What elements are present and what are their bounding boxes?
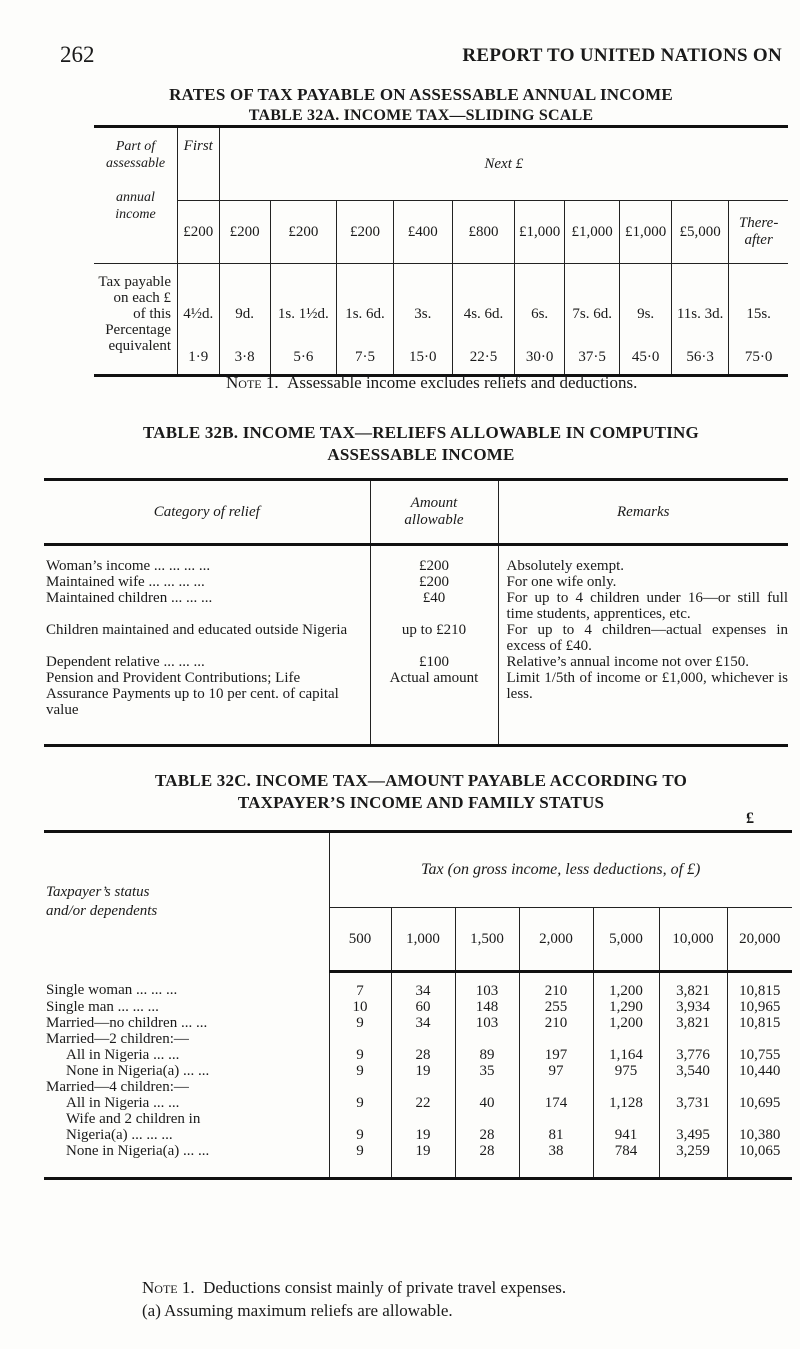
table-row: Woman’s income ... ... ... ... £200 Absolutely exempt.	[44, 545, 788, 575]
tax-amount-cell	[659, 1031, 727, 1047]
status-label: Married—no children ... ...	[46, 1015, 208, 1031]
status-label: Single man ... ... ...	[46, 999, 159, 1015]
income-header: 1,500	[455, 908, 519, 972]
amount-header: £200	[337, 201, 394, 264]
table-32c-body	[44, 972, 792, 1179]
tax-amount-cell: 3,259	[659, 1143, 727, 1179]
tax-amount-cell: 28	[455, 1143, 519, 1179]
tax-amount-cell: 10,815	[727, 1015, 792, 1031]
tax-amount-cell: 19	[391, 1063, 455, 1079]
status-label: Married—2 children:—	[46, 1031, 189, 1047]
note-32c: Note 1. Deductions consist mainly of private travel expenses.	[142, 1278, 567, 1297]
table-row: Dependent relative ... ... ... £100 Relative’s annual income not over £150.	[44, 654, 788, 670]
rate-cell: 15s. 75·0	[729, 264, 788, 376]
tax-amount-cell: 3,776	[659, 1047, 727, 1063]
rate-cell: 9d. 3·8	[219, 264, 270, 376]
tax-amount-cell	[329, 1079, 391, 1095]
table-32a	[94, 125, 788, 377]
status-label: Wife and 2 children in	[66, 1111, 201, 1127]
tax-amount-cell: 97	[519, 1063, 593, 1079]
status-label: Nigeria(a) ... ... ...	[66, 1127, 173, 1143]
tax-amount-cell: 60	[391, 999, 455, 1015]
table-row	[44, 1127, 792, 1143]
tax-amount-cell	[455, 1079, 519, 1095]
amount-header: £5,000	[671, 201, 728, 264]
tax-amount-cell: 40	[455, 1095, 519, 1111]
amount-allowable-header: Amount allowable	[370, 480, 498, 545]
income-header: 10,000	[659, 908, 727, 972]
tax-amount-cell: 103	[455, 972, 519, 1000]
tax-amount-cell: 28	[391, 1047, 455, 1063]
table-row	[44, 1111, 792, 1127]
table-row	[44, 1063, 792, 1079]
tax-amount-cell	[727, 1111, 792, 1127]
rate-cell: 9s. 45·0	[620, 264, 672, 376]
amount-header: £800	[452, 201, 515, 264]
tax-amount-cell	[659, 1079, 727, 1095]
tax-amount-cell: 3,731	[659, 1095, 727, 1111]
table-32a-title: TABLE 32A. INCOME TAX—SLIDING SCALE	[248, 107, 594, 124]
tax-amount-cell: 3,821	[659, 1015, 727, 1031]
table-row	[44, 1143, 792, 1179]
tax-amount-cell	[593, 1111, 659, 1127]
tax-amount-cell: 1,128	[593, 1095, 659, 1111]
first-header: First	[178, 127, 220, 201]
income-header: 2,000	[519, 908, 593, 972]
table-row	[44, 999, 792, 1015]
rate-cell: 6s. 30·0	[515, 264, 565, 376]
table-row	[44, 1079, 792, 1095]
status-label: Married—4 children:—	[46, 1079, 189, 1095]
part-of-income-header: Part of assessable annual income	[105, 139, 166, 222]
tax-amount-cell: 784	[593, 1143, 659, 1179]
tax-amount-cell	[519, 1031, 593, 1047]
rate-cell: 7s. 6d. 37·5	[564, 264, 619, 376]
tax-amount-cell: 38	[519, 1143, 593, 1179]
category-header: Category of relief	[44, 480, 370, 545]
page-header	[60, 42, 782, 72]
table-row: Children maintained and educated outside Nigeria up to £210 For up to 4 children—actual expenses in excess of £40.	[46, 622, 788, 654]
tax-amount-cell: 9	[329, 1047, 391, 1063]
tax-amount-cell	[519, 1111, 593, 1127]
tax-amount-cell: 10,965	[727, 999, 792, 1015]
tax-amount-cell: 89	[455, 1047, 519, 1063]
currency-mark: £	[746, 810, 754, 827]
tax-amount-cell: 19	[391, 1127, 455, 1143]
tax-amount-cell: 255	[519, 999, 593, 1015]
thereafter-header: There- after	[729, 201, 788, 264]
tax-amount-cell: 10,755	[727, 1047, 792, 1063]
income-header: 500	[329, 908, 391, 972]
tax-amount-cell: 941	[593, 1127, 659, 1143]
tax-amount-cell	[519, 1079, 593, 1095]
tax-amount-cell: 975	[593, 1063, 659, 1079]
tax-amount-cell	[329, 1031, 391, 1047]
tax-amount-cell	[455, 1031, 519, 1047]
tax-amount-cell: 3,495	[659, 1127, 727, 1143]
amount-header: £200	[219, 201, 270, 264]
amount-header: £1,000	[564, 201, 619, 264]
row-labels: Tax payable on each £ of this Percentage equivalent	[94, 264, 178, 376]
tax-amount-cell: 22	[391, 1095, 455, 1111]
tax-amount-cell: 19	[391, 1143, 455, 1179]
tax-amount-cell	[727, 1079, 792, 1095]
rate-cell: 11s. 3d. 56·3	[671, 264, 728, 376]
table-row	[44, 1095, 792, 1111]
income-header: 1,000	[391, 908, 455, 972]
rate-cell: 4½d. 1·9	[178, 264, 220, 376]
amount-header: £400	[393, 201, 452, 264]
status-label: All in Nigeria ... ...	[66, 1047, 180, 1063]
tax-amount-cell: 210	[519, 1015, 593, 1031]
table-row	[44, 972, 792, 1000]
tax-amount-cell: 197	[519, 1047, 593, 1063]
tax-amount-cell: 10	[329, 999, 391, 1015]
next-header: Next £	[219, 127, 788, 201]
tax-amount-cell: 148	[455, 999, 519, 1015]
tax-amount-cell: 3,540	[659, 1063, 727, 1079]
table-32b	[44, 478, 788, 747]
table-row	[44, 1031, 792, 1047]
tax-group-header: Tax (on gross income, less deductions, of £)	[329, 832, 792, 908]
remarks-header: Remarks	[498, 480, 788, 545]
tax-amount-cell: 3,934	[659, 999, 727, 1015]
table-row: Maintained wife ... ... ... ... £200 For one wife only.	[44, 574, 788, 590]
status-label: All in Nigeria ... ...	[66, 1095, 180, 1111]
table-row: Maintained children ... ... ... £40 For up to 4 children under 16—or still full time students, apprentices, etc.	[46, 590, 788, 622]
tax-amount-cell: 103	[455, 1015, 519, 1031]
tax-amount-cell: 174	[519, 1095, 593, 1111]
footnote-a: (a) Assuming maximum reliefs are allowable.	[142, 1301, 453, 1320]
tax-amount-cell: 35	[455, 1063, 519, 1079]
tax-amount-cell: 10,380	[727, 1127, 792, 1143]
tax-amount-cell: 7	[329, 972, 391, 1000]
amount-header: £200	[270, 201, 336, 264]
tax-amount-cell: 1,290	[593, 999, 659, 1015]
tax-amount-cell	[391, 1111, 455, 1127]
tax-amount-cell: 3,821	[659, 972, 727, 1000]
status-label: Single woman ... ... ...	[46, 981, 178, 998]
tax-amount-cell: 81	[519, 1127, 593, 1143]
tax-amount-cell: 9	[329, 1095, 391, 1111]
rate-cell: 1s. 1½d. 5·6	[270, 264, 336, 376]
table-32c-title: TABLE 32C. INCOME TAX—AMOUNT PAYABLE ACCORDING TO	[154, 771, 687, 790]
table-row	[44, 1015, 792, 1031]
tax-amount-cell: 9	[329, 1015, 391, 1031]
table-row: Pension and Provident Contributions; Life Assurance Payments up to 10 per cent. of capital value Actual amount Limit 1/5th of income or £1,000, whichever is less.	[44, 670, 788, 746]
income-header: 20,000	[727, 908, 792, 972]
amount-header: £1,000	[620, 201, 672, 264]
table-row	[44, 1047, 792, 1063]
tax-amount-cell: 10,065	[727, 1143, 792, 1179]
status-label: None in Nigeria(a) ... ...	[66, 1063, 210, 1079]
tax-amount-cell	[329, 1111, 391, 1127]
tax-amount-cell	[727, 1031, 792, 1047]
tax-amount-cell: 1,200	[593, 1015, 659, 1031]
tax-amount-cell	[659, 1111, 727, 1127]
page-number: 262	[60, 42, 95, 67]
tax-amount-cell: 34	[391, 972, 455, 1000]
table-32c-title-2: TAXPAYER’S INCOME AND FAMILY STATUS	[237, 793, 605, 812]
tax-amount-cell: 10,440	[727, 1063, 792, 1079]
income-header: 5,000	[593, 908, 659, 972]
tax-amount-cell: 9	[329, 1127, 391, 1143]
tax-amount-cell	[391, 1079, 455, 1095]
tax-amount-cell	[391, 1031, 455, 1047]
tax-amount-cell: 28	[455, 1127, 519, 1143]
tax-amount-cell: 9	[329, 1143, 391, 1179]
status-header: Taxpayer’s status and/or dependents	[46, 884, 158, 920]
table-32b-title-2: ASSESSABLE INCOME	[327, 445, 515, 464]
table-32b-title: TABLE 32B. INCOME TAX—RELIEFS ALLOWABLE IN COMPUTING	[143, 423, 699, 442]
amount-header: £200	[178, 201, 220, 264]
tax-amount-cell: 210	[519, 972, 593, 1000]
tax-amount-cell: 10,815	[727, 972, 792, 1000]
amount-header: £1,000	[515, 201, 565, 264]
tax-amount-cell: 34	[391, 1015, 455, 1031]
tax-amount-cell	[593, 1031, 659, 1047]
rate-cell: 4s. 6d. 22·5	[452, 264, 515, 376]
running-title: REPORT TO UNITED NATIONS ON	[462, 45, 782, 66]
tax-amount-cell: 10,695	[727, 1095, 792, 1111]
tax-amount-cell: 1,164	[593, 1047, 659, 1063]
rate-cell: 3s. 15·0	[393, 264, 452, 376]
tax-amount-cell	[455, 1111, 519, 1127]
rate-cell: 1s. 6d. 7·5	[337, 264, 394, 376]
tax-amount-cell: 1,200	[593, 972, 659, 1000]
table-32c	[44, 830, 792, 1180]
status-label: None in Nigeria(a) ... ...	[66, 1143, 210, 1159]
tax-amount-cell: 9	[329, 1063, 391, 1079]
tax-amount-cell	[593, 1079, 659, 1095]
note-32a: Note 1. Assessable income excludes reliefs and deductions.	[226, 373, 638, 392]
main-title: RATES OF TAX PAYABLE ON ASSESSABLE ANNUAL INCOME	[169, 85, 673, 104]
